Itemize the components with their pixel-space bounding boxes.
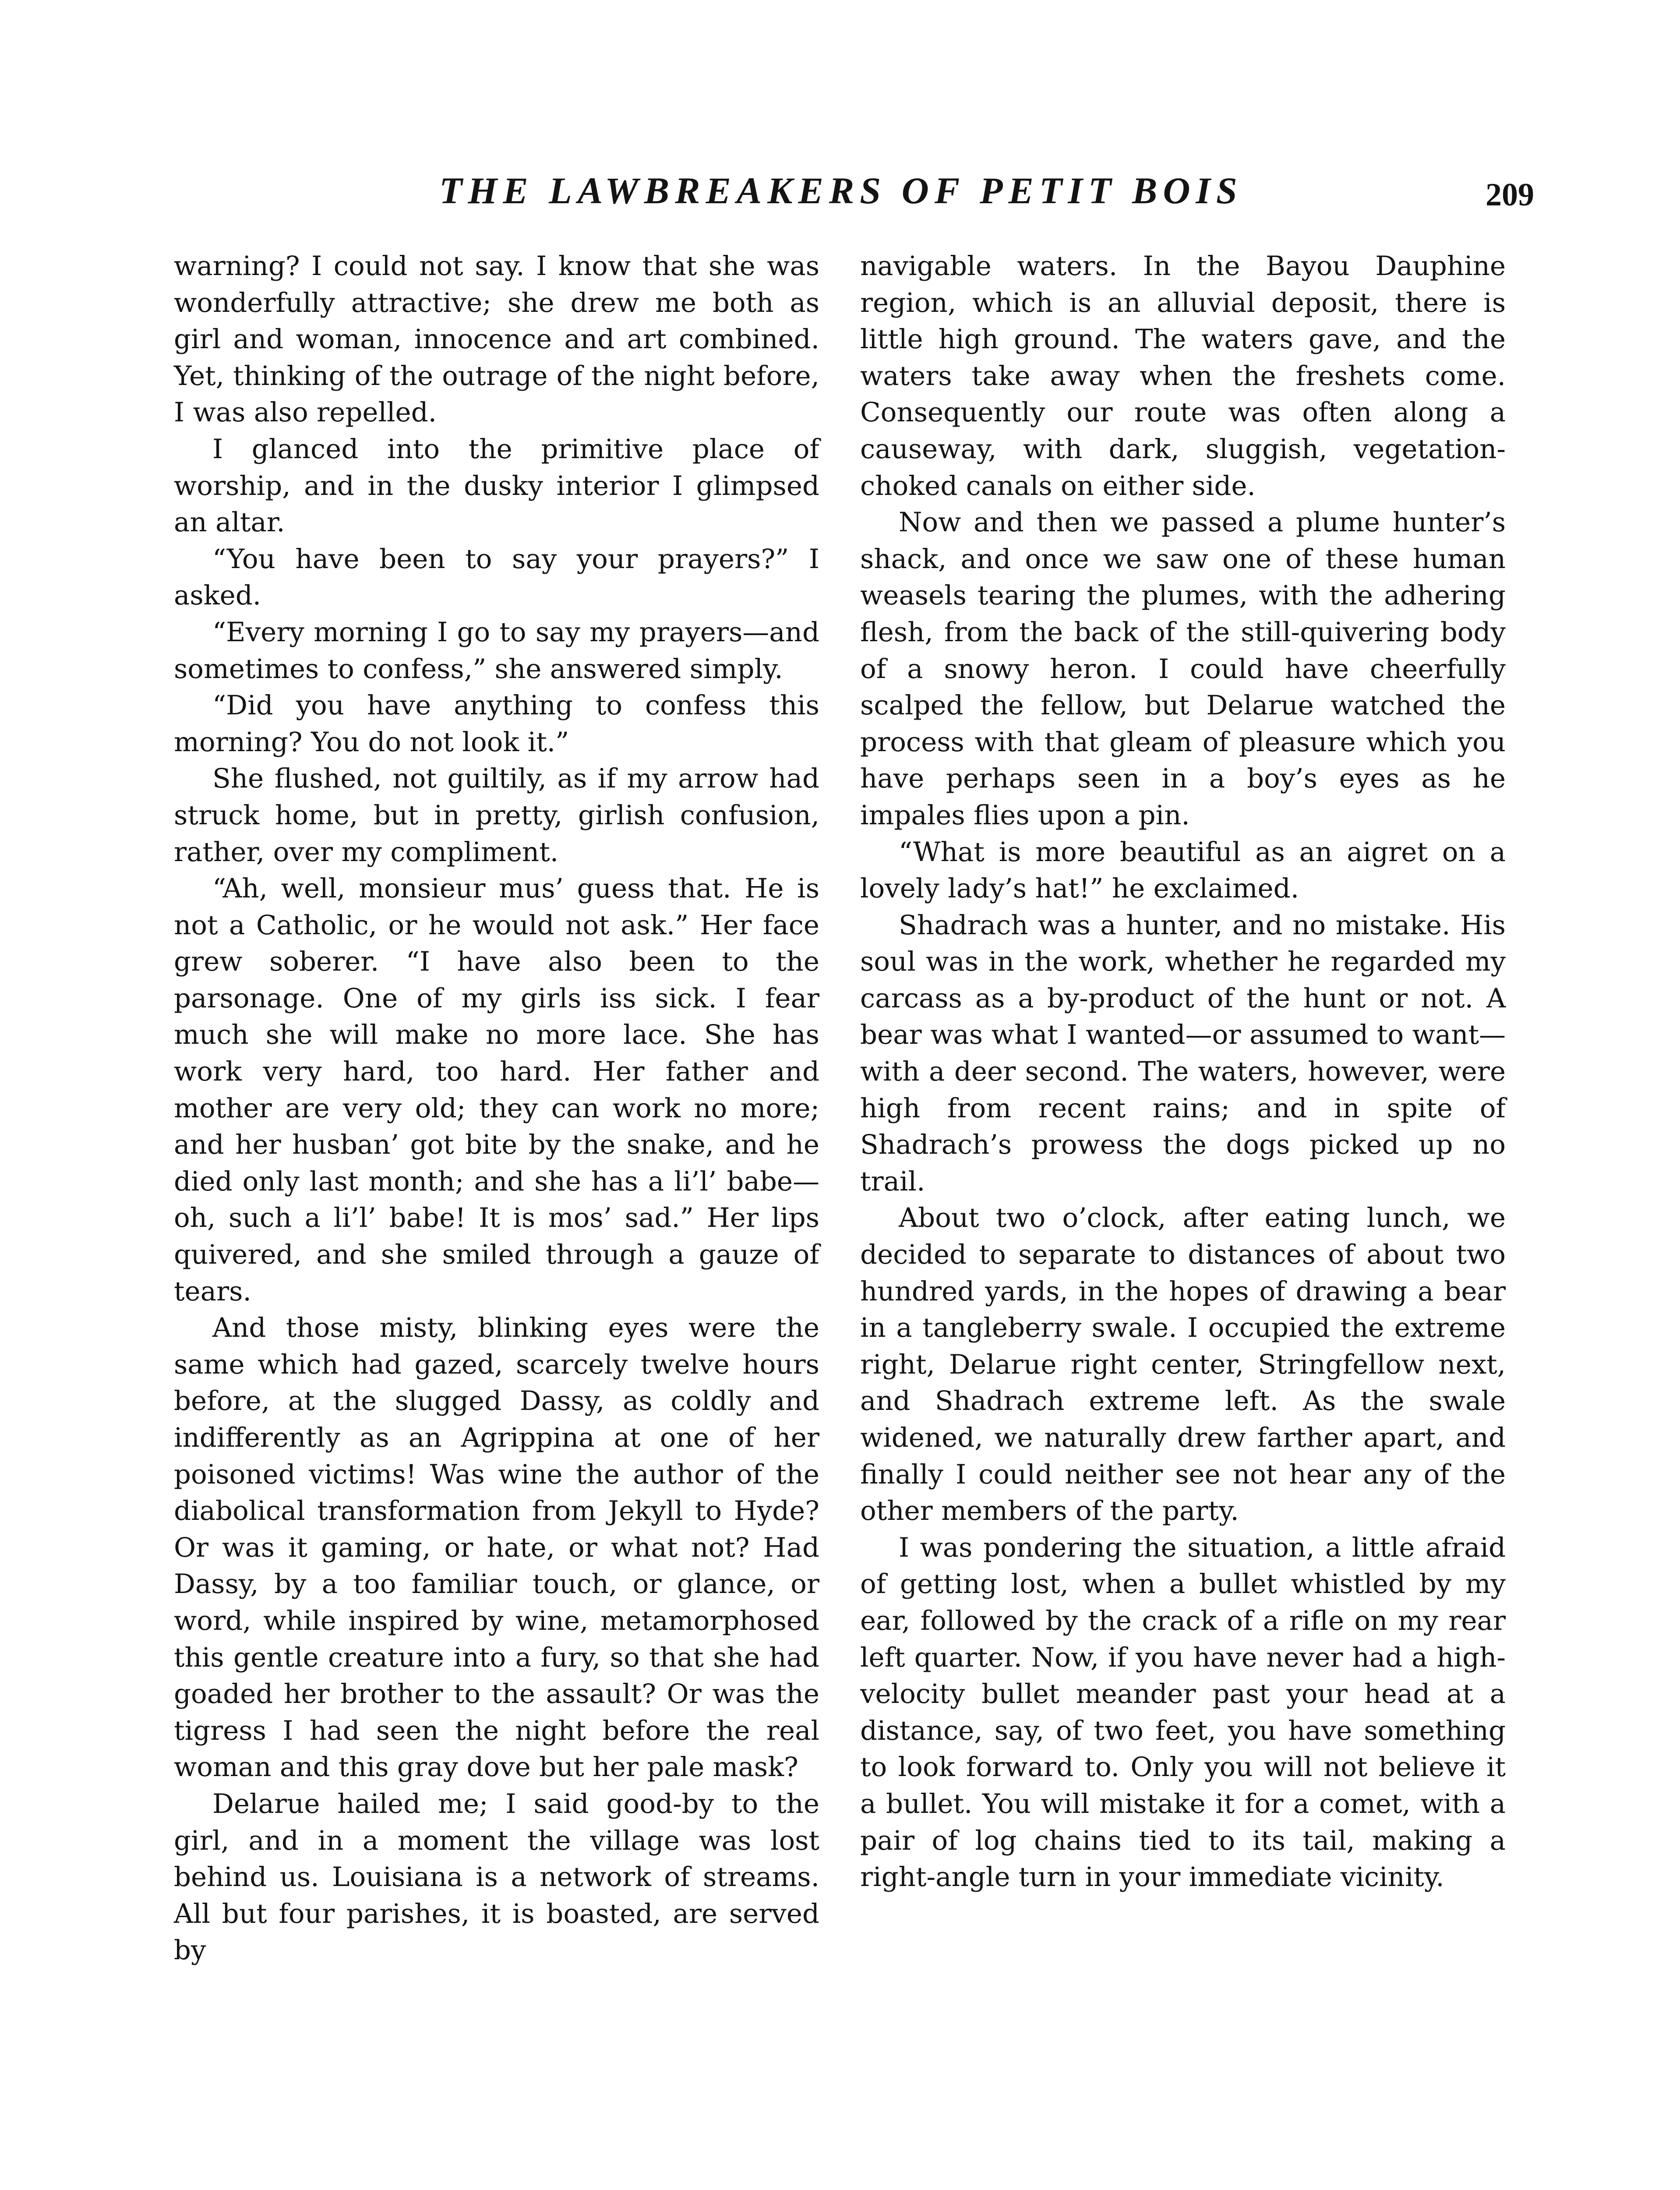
paragraph: “What is more beautiful as an aigret on a lovely lady’s hat!” he exclaimed. — [860, 836, 1506, 904]
paragraph: Delarue hailed me; I said good-by to the girl, and in a moment the village was lost behind us. Louisiana is a network of streams. All but four parishes, it is boasted, are served by — [174, 1788, 819, 1966]
paragraph: warning? I could not say. I know that she was wonderfully attractive; she drew me both as girl and woman, innocence and art combined. Yet, thinking of the outrage of the night before, I was also repelled. — [174, 251, 819, 428]
paragraph: I glanced into the primitive place of worship, and in the dusky interior I glimpsed an altar. — [174, 433, 819, 538]
right-text-column — [860, 248, 1506, 1896]
paragraph: “Every morning I go to say my prayers—and sometimes to confess,” she answered simply. — [174, 616, 819, 685]
paragraph: I was pondering the situation, a little afraid of getting lost, when a bullet whistled by my ear, followed by the crack of a rifle on my rear left quarter. Now, if you have never had a high-velocity bullet meander past your head at a distance, say, of two feet, you have something to look forward to. Only you will not believe it a bullet. You will mistake it for a comet, with a pair of log chains tied to its tail, making a right-angle turn in your immediate vicinity. — [860, 1532, 1506, 1893]
running-title: THE LAWBREAKERS OF PETIT BOIS — [439, 170, 1243, 212]
left-text-column — [174, 248, 819, 1969]
paragraph: She flushed, not guiltily, as if my arrow had struck home, but in pretty, girlish confusion, rather, over my compliment. — [174, 763, 819, 868]
running-head — [0, 166, 1680, 223]
paragraph: navigable waters. In the Bayou Dauphine region, which is an alluvial deposit, there is little high ground. The waters gave, and the waters take away when the freshets come. Consequently our route was often along a causeway, with dark, sluggish, vegetation-choked canals on either side. — [860, 251, 1506, 502]
paragraph: “Ah, well, monsieur mus’ guess that. He is not a Catholic, or he would not ask.” Her face grew soberer. “I have also been to the parsonage. One of my girls iss sick. I fear much she will make no more lace. She has work very hard, too hard. Her father and mother are very old; they can work no more; and her husban’ got bite by the snake, and he died only last month; and she has a li’l’ babe—oh, such a li’l’ babe! It is mos’ sad.” Her lips quivered, and she smiled through a gauze of tears. — [174, 873, 819, 1307]
paragraph: “You have been to say your prayers?” I asked. — [174, 543, 819, 611]
paragraph: And those misty, blinking eyes were the same which had gazed, scarcely twelve hours before, at the slugged Dassy, as coldly and indifferently as an Agrippina at one of her poisoned victims! Was wine the author of the diabolical transformation from Jekyll to Hyde? Or was it gaming, or hate, or what not? Had Dassy, by a too familiar touch, or glance, or word, while inspired by wine, metamorphosed this gentle creature into a fury, so that she had goaded her brother to the assault? Or was the tigress I had seen the night before the real woman and this gray dove but her pale mask? — [174, 1312, 819, 1783]
paragraph: Now and then we passed a plume hunter’s shack, and once we saw one of these human weasels tearing the plumes, with the adhering flesh, from the back of the still-quivering body of a snowy heron. I could have cheerfully scalped the fellow, but Delarue watched the process with that gleam of pleasure which you have perhaps seen in a boy’s eyes as he impales flies upon a pin. — [860, 507, 1506, 831]
paragraph: Shadrach was a hunter, and no mistake. His soul was in the work, whether he regarded my carcass as a by-product of the hunt or not. A bear was what I wanted—or assumed to want—with a deer second. The waters, however, were high from recent rains; and in spite of Shadrach’s prowess the dogs picked up no trail. — [860, 909, 1506, 1197]
paragraph: “Did you have anything to confess this morning? You do not look it.” — [174, 690, 819, 758]
page-number: 209 — [1486, 177, 1534, 213]
paragraph: About two o’clock, after eating lunch, we decided to separate to distances of about two hundred yards, in the hopes of drawing a bear in a tangleberry swale. I occupied the extreme right, Delarue right center, Stringfellow next, and Shadrach extreme left. As the swale widened, we naturally drew farther apart, and finally I could neither see not hear any of the other members of the party. — [860, 1202, 1506, 1527]
